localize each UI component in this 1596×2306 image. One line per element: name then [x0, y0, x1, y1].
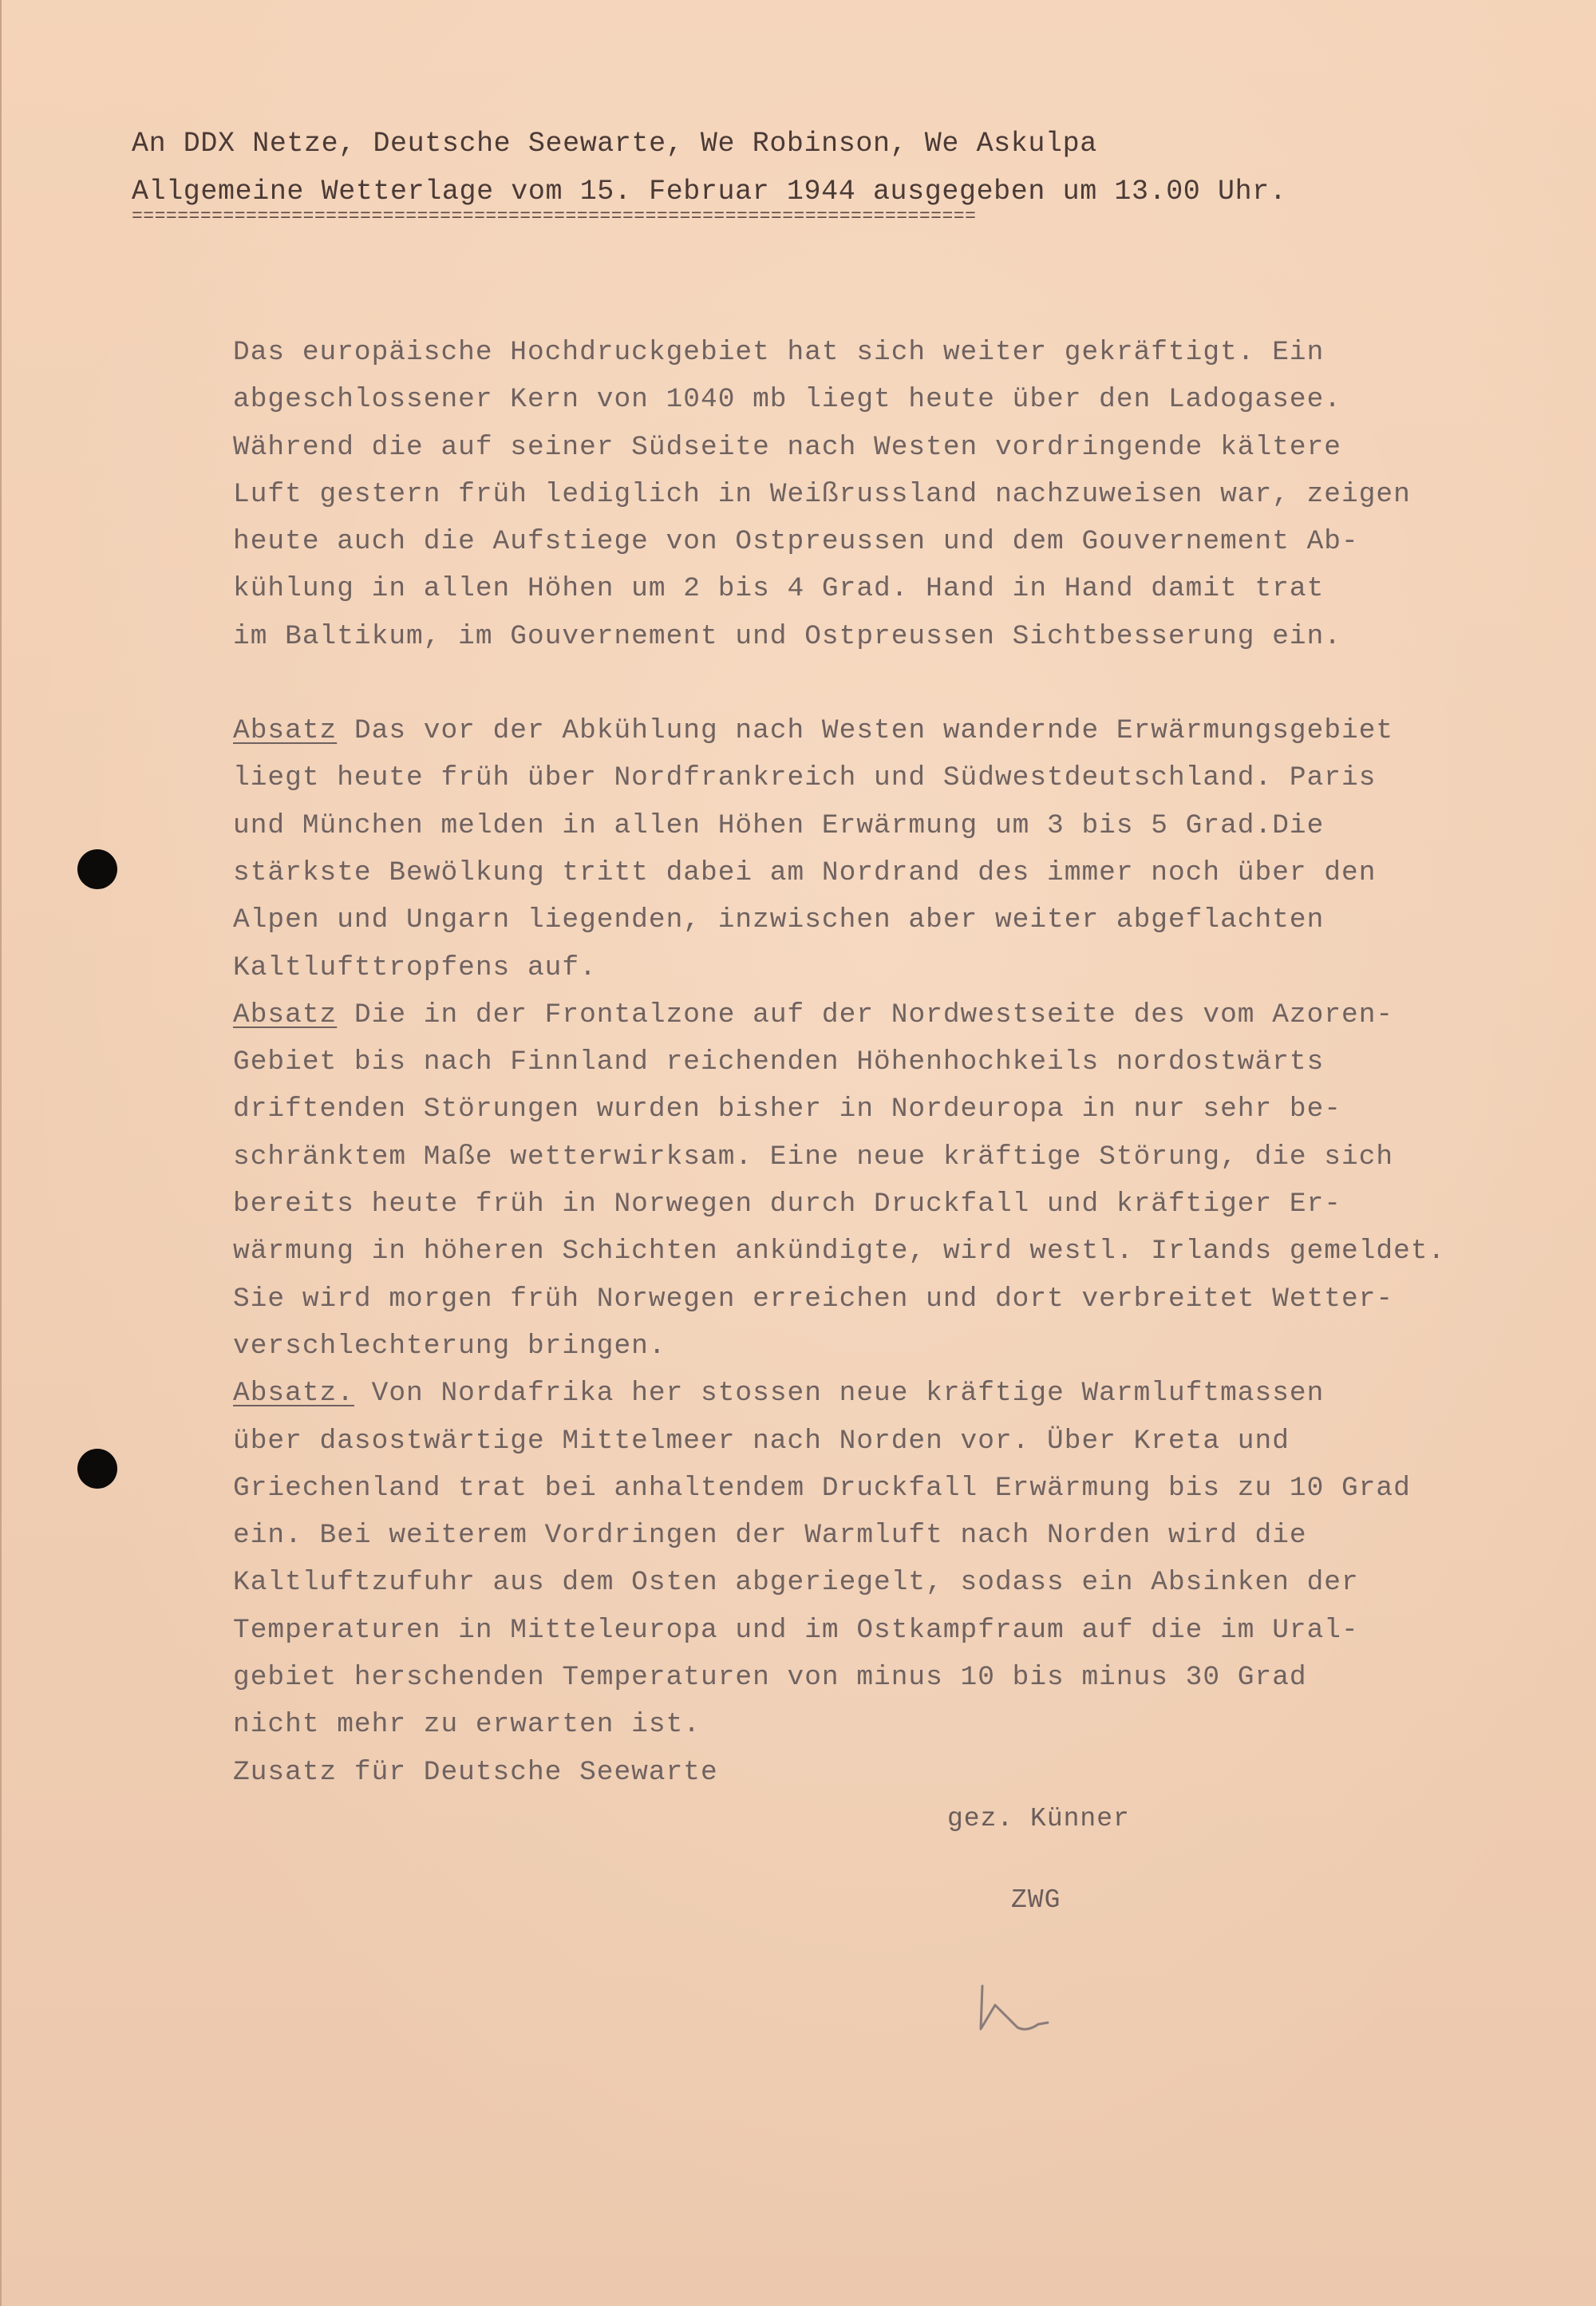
text-line: im Baltikum, im Gouvernement und Ostpreussen Sichtbesserung ein.	[233, 620, 1342, 652]
text-line: Luft gestern früh lediglich in Weißrussland nachzuweisen war, zeigen	[233, 478, 1411, 510]
text-line: liegt heute früh über Nordfrankreich und Südwestdeutschland. Paris	[233, 762, 1377, 794]
paragraph-gap	[233, 660, 1590, 707]
document-header	[132, 120, 1440, 227]
text-line: Kaltlufttropfens auf.	[233, 951, 597, 983]
text-line: driftenden Störungen wurden bisher in Nordeuropa in nur sehr be-	[233, 1094, 1342, 1125]
text-line: Das europäische Hochdruckgebiet hat sich weiter gekräftigt. Ein	[233, 337, 1325, 368]
text-line: Gebiet bis nach Finnland reichenden Höhenhochkeils nordostwärts	[233, 1046, 1325, 1078]
text-line: und München melden in allen Höhen Erwärmung um 3 bis 5 Grad.Die	[233, 809, 1325, 841]
text-line: bereits heute früh in Norwegen durch Druckfall und kräftiger Er-	[233, 1189, 1342, 1220]
paragraph-1	[233, 329, 1590, 660]
text-fragment: Die in der Frontalzone auf der Nordwestseite des vom Azoren-	[337, 999, 1394, 1030]
addendum-line: Zusatz für Deutsche Seewarte	[233, 1756, 718, 1788]
signature-abbreviation: ZWG	[1011, 1885, 1061, 1915]
text-line: abgeschlossener Kern von 1040 mb liegt heute über den Ladogasee.	[233, 384, 1342, 416]
text-line: verschlechterung bringen.	[233, 1330, 666, 1362]
report-body	[233, 329, 1590, 1796]
separator-line: ==========================================================================	[132, 206, 977, 227]
text-line: Sie wird morgen früh Norwegen erreichen und dort verbreitet Wetter-	[233, 1283, 1394, 1315]
text-line	[233, 991, 1590, 1038]
signature-name: gez. Künner	[947, 1804, 1130, 1833]
text-line: Während die auf seiner Südseite nach Westen vordringende kältere	[233, 431, 1342, 463]
text-line: nicht mehr zu erwarten ist.	[233, 1709, 701, 1741]
punch-hole	[77, 849, 117, 889]
text-line: Temperaturen in Mitteleuropa und im Ostkampfraum auf die im Ural-	[233, 1614, 1359, 1646]
paragraph-3	[233, 991, 1590, 1370]
recipients-line: An DDX Netze, Deutsche Seewarte, We Robinson, We Askulpa	[132, 128, 1097, 160]
text-line	[233, 707, 1590, 754]
text-line: gebiet herschenden Temperaturen von minus 10 bis minus 30 Grad	[233, 1662, 1307, 1694]
text-line: Kaltluftzufuhr aus dem Osten abgeriegelt, sodass ein Absinken der	[233, 1567, 1359, 1599]
text-line: Alpen und Ungarn liegenden, inzwischen aber weiter abgeflachten	[233, 904, 1325, 936]
text-line: wärmung in höheren Schichten ankündigte, wird westl. Irlands gemeldet.	[233, 1236, 1446, 1268]
absatz-marker: Absatz	[233, 715, 338, 747]
text-line: ein. Bei weiterem Vordringen der Warmluft nach Norden wird die	[233, 1520, 1307, 1552]
punch-hole	[77, 1449, 117, 1489]
text-line: stärkste Bewölkung tritt dabei am Nordrand des immer noch über den	[233, 856, 1377, 888]
text-line	[233, 1370, 1590, 1417]
text-line: über dasostwärtige Mittelmeer nach Norden vor. Über Kreta und	[233, 1425, 1290, 1457]
text-line: schränktem Maße wetterwirksam. Eine neue kräftige Störung, die sich	[233, 1141, 1394, 1173]
handwritten-initial-mark	[971, 1972, 1067, 2043]
title-line: Allgemeine Wetterlage vom 15. Februar 1944 ausgegeben um 13.00 Uhr.	[132, 176, 1287, 208]
absatz-marker: Absatz	[233, 999, 338, 1030]
paragraph-2	[233, 707, 1590, 991]
text-line: heute auch die Aufstiege von Ostpreussen und dem Gouvernement Ab-	[233, 526, 1359, 558]
absatz-marker: Absatz.	[233, 1378, 354, 1410]
paragraph-4	[233, 1370, 1590, 1796]
text-line: kühlung in allen Höhen um 2 bis 4 Grad. Hand in Hand damit trat	[233, 573, 1325, 605]
text-fragment: Das vor der Abkühlung nach Westen wandernde Erwärmungsgebiet	[337, 715, 1394, 747]
text-line: Griechenland trat bei anhaltendem Druckfall Erwärmung bis zu 10 Grad	[233, 1472, 1411, 1504]
text-fragment: Von Nordafrika her stossen neue kräftige Warmluftmassen	[354, 1378, 1325, 1410]
